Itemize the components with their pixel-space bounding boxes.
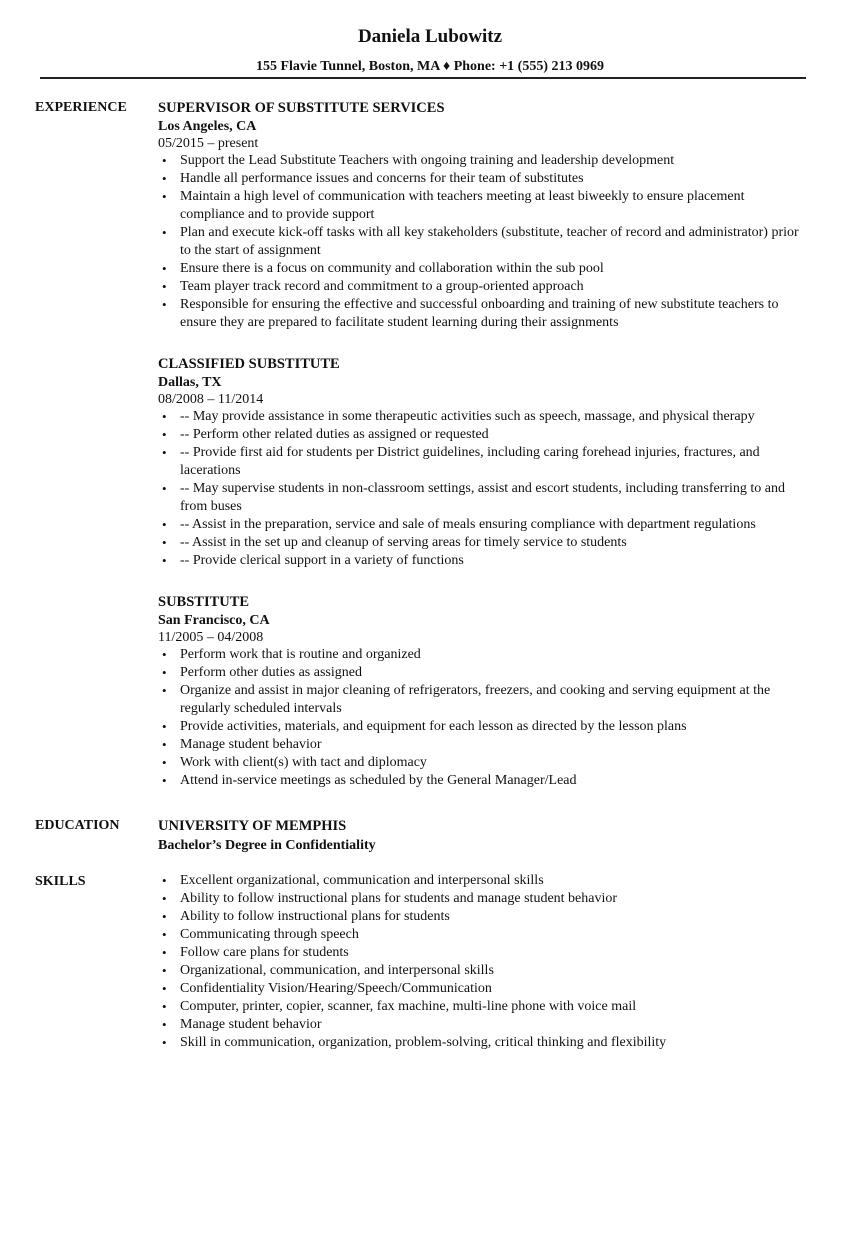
contact-line: 155 Flavie Tunnel, Boston, MA ♦ Phone: +1 (555) 213 0969 [255, 59, 605, 74]
list-item: • Work with client(s) with tact and diplomacy [180, 754, 808, 772]
list-item: • -- Assist in the set up and cleanup of serving areas for timely service to students [180, 534, 808, 552]
job-dates: 05/2015 – present [158, 136, 259, 151]
list-item: • Plan and execute kick-off tasks with all key stakeholders (substitute, teacher of record and administrator) prior to the start of assignment [180, 224, 808, 260]
list-item: • -- Perform other related duties as assigned or requested [180, 426, 808, 444]
list-item: • -- Provide first aid for students per District guidelines, including caring forehead injuries, fractures, and lacerations [180, 444, 808, 480]
list-item: • Provide activities, materials, and equipment for each lesson as directed by the lesson plans [180, 718, 808, 736]
list-item: • -- Provide clerical support in a variety of functions [180, 552, 808, 570]
job-bullets [158, 152, 808, 332]
list-item: • Manage student behavior [180, 736, 808, 754]
list-item: • -- May provide assistance in some therapeutic activities such as speech, massage, and physical therapy [180, 408, 808, 426]
skills-list [158, 872, 808, 1052]
list-item: • Ability to follow instructional plans for students and manage student behavior [180, 890, 808, 908]
job-location: Los Angeles, CA [158, 119, 257, 134]
list-item: • Handle all performance issues and concerns for their team of substitutes [180, 170, 808, 188]
list-item: • Manage student behavior [180, 1016, 808, 1034]
job-dates: 08/2008 – 11/2014 [158, 392, 264, 407]
job-title: CLASSIFIED SUBSTITUTE [158, 356, 340, 372]
education-entry [158, 816, 808, 855]
list-item: • Responsible for ensuring the effective and successful onboarding and training of new substitute teachers to ensure they are prepared to facilitate student learning during their assignments [180, 296, 808, 332]
job-bullets [158, 646, 808, 790]
skills-list-block [158, 872, 808, 1052]
job-location: San Francisco, CA [158, 613, 270, 628]
list-item: • Confidentiality Vision/Hearing/Speech/Communication [180, 980, 808, 998]
list-item: • Organizational, communication, and interpersonal skills [180, 962, 808, 980]
experience-heading: EXPERIENCE [35, 100, 127, 115]
school-name: UNIVERSITY OF MEMPHIS [158, 818, 347, 834]
list-item: • -- May supervise students in non-classroom settings, assist and escort students, including transferring to and from buses [180, 480, 808, 516]
list-item: • Support the Lead Substitute Teachers with ongoing training and leadership development [180, 152, 808, 170]
job-dates: 11/2005 – 04/2008 [158, 630, 264, 645]
job-entry [158, 592, 808, 790]
job-title: SUBSTITUTE [158, 594, 250, 610]
list-item: • Computer, printer, copier, scanner, fax machine, multi-line phone with voice mail [180, 998, 808, 1016]
job-entry [158, 354, 808, 570]
job-location: Dallas, TX [158, 375, 222, 390]
list-item: • Perform work that is routine and organized [180, 646, 808, 664]
job-entry [158, 98, 808, 332]
header-divider [40, 77, 806, 79]
candidate-name: Daniela Lubowitz [357, 26, 503, 47]
job-title: SUPERVISOR OF SUBSTITUTE SERVICES [158, 100, 445, 116]
list-item: • Maintain a high level of communication with teachers meeting at least biweekly to ensure placement compliance and to provide support [180, 188, 808, 224]
list-item: • Perform other duties as assigned [180, 664, 808, 682]
degree-name: Bachelor’s Degree in Confidentiality [158, 838, 376, 853]
list-item: • Excellent organizational, communication and interpersonal skills [180, 872, 808, 890]
list-item: • -- Assist in the preparation, service and sale of meals ensuring compliance with department regulations [180, 516, 808, 534]
list-item: • Organize and assist in major cleaning of refrigerators, freezers, and cooking and serving equipment at the regularly scheduled intervals [180, 682, 808, 718]
job-bullets [158, 408, 808, 570]
education-heading: EDUCATION [35, 818, 120, 833]
list-item: • Ability to follow instructional plans for students [180, 908, 808, 926]
skills-heading: SKILLS [35, 874, 86, 889]
list-item: • Communicating through speech [180, 926, 808, 944]
list-item: • Follow care plans for students [180, 944, 808, 962]
list-item: • Attend in-service meetings as scheduled by the General Manager/Lead [180, 772, 808, 790]
list-item: • Skill in communication, organization, problem-solving, critical thinking and flexibility [180, 1034, 808, 1052]
list-item: • Team player track record and commitment to a group-oriented approach [180, 278, 808, 296]
list-item: • Ensure there is a focus on community and collaboration within the sub pool [180, 260, 808, 278]
